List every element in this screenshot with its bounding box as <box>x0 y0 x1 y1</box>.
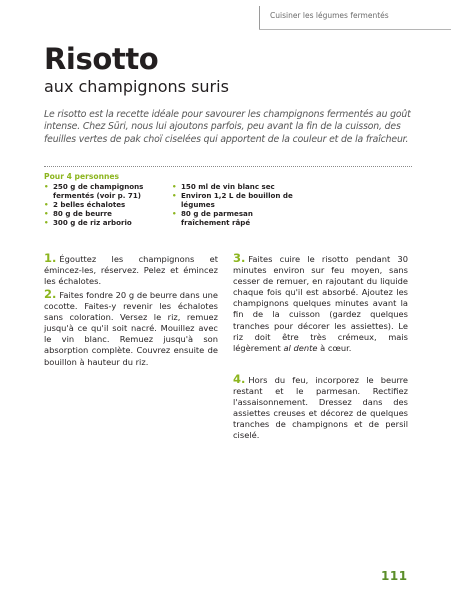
ingredient-item <box>172 209 297 227</box>
bullet-icon: • <box>172 182 177 191</box>
step-2 <box>44 289 218 368</box>
step-number: 1. <box>44 251 57 265</box>
bullet-icon: • <box>44 200 49 210</box>
ingredient-list-right <box>172 182 297 227</box>
step-text: Hors du feu, incorporez le beurre restant et le parmesan. Rectifiez l'assaisonnement. Dressez dans des assiettes creuses et décorez de quelques tranches de champignons et de persil ciselé. <box>233 375 408 441</box>
page-number: 111 <box>381 569 408 583</box>
ingredient-list-left <box>44 182 169 227</box>
ingredient-text: 250 g de champignons fermentés (voir p. 71) <box>53 182 144 201</box>
step-text: Égouttez les champignons et émincez-les, réservez. Pelez et émincez les échalotes. <box>44 254 218 287</box>
step-number: 4. <box>233 372 246 386</box>
step-text: Faites cuire le risotto pendant 30 minutes environ sur feu moyen, sans cesser de remuer, en rajoutant du liquide chaque fois qu'il est absorbé. Ajoutez les champignons quelques minutes avant la fin de la cuisson (gardez quelques tranches pour décorer les assiettes). Le riz doit être très crémeux, mais légèrement <box>233 254 408 353</box>
intro-divider <box>44 166 412 167</box>
step-number: 3. <box>233 251 246 265</box>
ingredient-text: 300 g de riz arborio <box>53 218 132 228</box>
step-text: Faites fondre 20 g de beurre dans une cocotte. Faites-y revenir les échalotes sans coloration. Versez le riz, remuez jusqu'à ce qu'il soit nacré. Mouillez avec le vin blanc. Remuez jusqu'à son absorption complète. Couvrez ensuite de bouillon à hauteur du riz. <box>44 290 218 367</box>
ingredient-item <box>44 200 169 209</box>
bullet-icon: • <box>44 209 49 219</box>
ingredient-text: 2 belles échalotes <box>53 200 126 210</box>
running-head: Cuisiner les légumes fermentés <box>270 11 389 20</box>
ingredient-item <box>44 182 169 200</box>
recipe-subtitle: aux champignons suris <box>44 77 229 96</box>
header-divider <box>259 6 260 29</box>
bullet-icon: • <box>172 191 177 201</box>
ingredient-text: 80 g de parmesan fraîchement râpé <box>181 209 253 228</box>
ingredient-text: Environ 1,2 L de bouillon de légumes <box>181 191 293 210</box>
step-3 <box>233 253 408 354</box>
ingredient-item <box>172 191 297 209</box>
header-underline <box>259 29 451 30</box>
ingredient-text: 80 g de beurre <box>53 209 112 219</box>
ingredient-item <box>172 182 297 191</box>
step-4 <box>233 374 408 442</box>
step-1 <box>44 253 218 287</box>
step-number: 2. <box>44 287 57 301</box>
ingredient-item <box>44 209 169 218</box>
servings-label: Pour 4 personnes <box>44 172 120 181</box>
recipe-title: Risotto <box>44 42 159 76</box>
ingredient-item <box>44 218 169 227</box>
bullet-icon: • <box>172 209 177 219</box>
ingredient-text: 150 ml de vin blanc sec <box>181 182 275 191</box>
recipe-intro: Le risotto est la recette idéale pour savourer les champignons fermentés au goût intense. Chez Sūri, nous lui ajoutons parfois, peu avant la fin de la cuisson, des feuilles vertes de pak choï ciselées qui apportent de la couleur et de la fraîcheur. <box>44 109 411 145</box>
bullet-icon: • <box>44 182 49 191</box>
step-text-emphasis: al dente <box>283 342 318 353</box>
step-text: à cœur. <box>317 342 352 353</box>
bullet-icon: • <box>44 218 49 228</box>
